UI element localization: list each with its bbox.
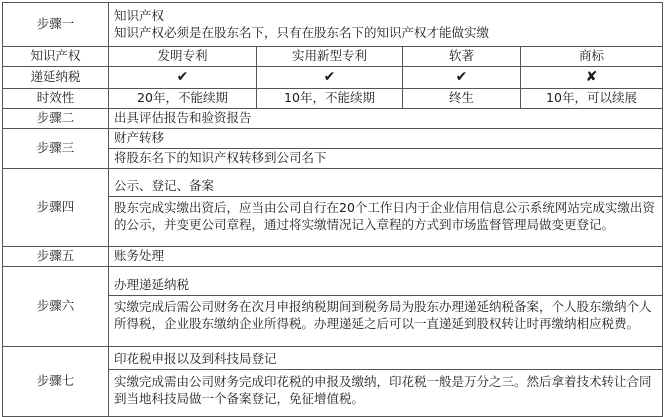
step-title: 公示、登记、备案 <box>114 178 215 194</box>
step-label: 步骤三 <box>3 128 109 168</box>
step-label: 步骤七 <box>3 346 109 416</box>
ip-type-header-row <box>3 47 663 67</box>
step-row-3 <box>3 128 663 168</box>
step-content <box>109 3 663 47</box>
step-title: 账务处理 <box>109 246 663 266</box>
step-title: 财产转移 <box>114 129 165 145</box>
check-icon: ✔ <box>176 69 189 85</box>
validity-cell: 终生 <box>403 88 521 108</box>
step-description: 实缴完成后需公司财务在次月申报纳税期间到税务局为股东办理递延纳税备案，个人股东缴纳个人所得税，企业股东缴纳企业所得税。办理递延之后可以一直递延到股权转让时再缴纳相应税费。 <box>109 295 662 336</box>
step-label: 步骤五 <box>3 246 109 266</box>
step-row-2 <box>3 108 663 128</box>
check-icon: ✔ <box>323 69 336 85</box>
step-content <box>109 346 663 416</box>
column-header-trademark: 商标 <box>521 47 663 67</box>
step-label: 步骤六 <box>3 266 109 346</box>
step-description: 股东完成实缴出资后，应当由公司自行在20个工作日内于企业信用信息公示系统网站完成实缴出资的公示，并变更公司章程，通过将实缴情况记入章程的方式到市场监督管理局做变更登记。 <box>109 196 662 237</box>
step-title: 印花税申报以及到科技局登记 <box>114 351 277 367</box>
step-description: 实缴完成需由公司财务完成印花税的申报及缴纳，印花税一般是万分之三。然后拿着技术转让合同到当地科技局做一个备案登记，免征增值税。 <box>109 369 662 412</box>
column-header-invention-patent: 发明专利 <box>109 47 257 67</box>
step-title: 办理递延纳税 <box>114 277 190 293</box>
validity-label: 时效性 <box>3 88 109 108</box>
deferral-label: 递延纳税 <box>3 67 109 89</box>
step-label: 步骤二 <box>3 108 109 128</box>
cross-icon: ✘ <box>585 69 598 85</box>
step-row-7 <box>3 346 663 416</box>
deferral-row <box>3 67 663 89</box>
validity-cell: 10年，可以续展 <box>521 88 663 108</box>
step-row-5 <box>3 246 663 266</box>
step-row-1 <box>3 3 663 47</box>
column-header-utility-model: 实用新型专利 <box>257 47 403 67</box>
step-description: 知识产权必须是在股东名下，只有在股东名下的知识产权才能做实缴 <box>114 24 490 40</box>
column-header-software-copyright: 软著 <box>403 47 521 67</box>
step-content <box>109 168 663 246</box>
check-icon: ✔ <box>455 69 468 85</box>
step-title: 出具评估报告和验资报告 <box>109 108 663 128</box>
validity-cell: 10年，不能续期 <box>257 88 403 108</box>
ip-contribution-steps-table <box>2 2 663 417</box>
step-row-6 <box>3 266 663 346</box>
step-title: 知识产权 <box>114 7 165 23</box>
ip-header-label: 知识产权 <box>3 47 109 67</box>
validity-cell: 20年，不能续期 <box>109 88 257 108</box>
step-label: 步骤四 <box>3 168 109 246</box>
step-label: 步骤一 <box>3 3 109 47</box>
step-content <box>109 266 663 346</box>
step-row-4 <box>3 168 663 246</box>
validity-row <box>3 88 663 108</box>
step-description: 将股东名下的知识产权转移到公司名下 <box>109 148 662 168</box>
step-content <box>109 128 663 168</box>
